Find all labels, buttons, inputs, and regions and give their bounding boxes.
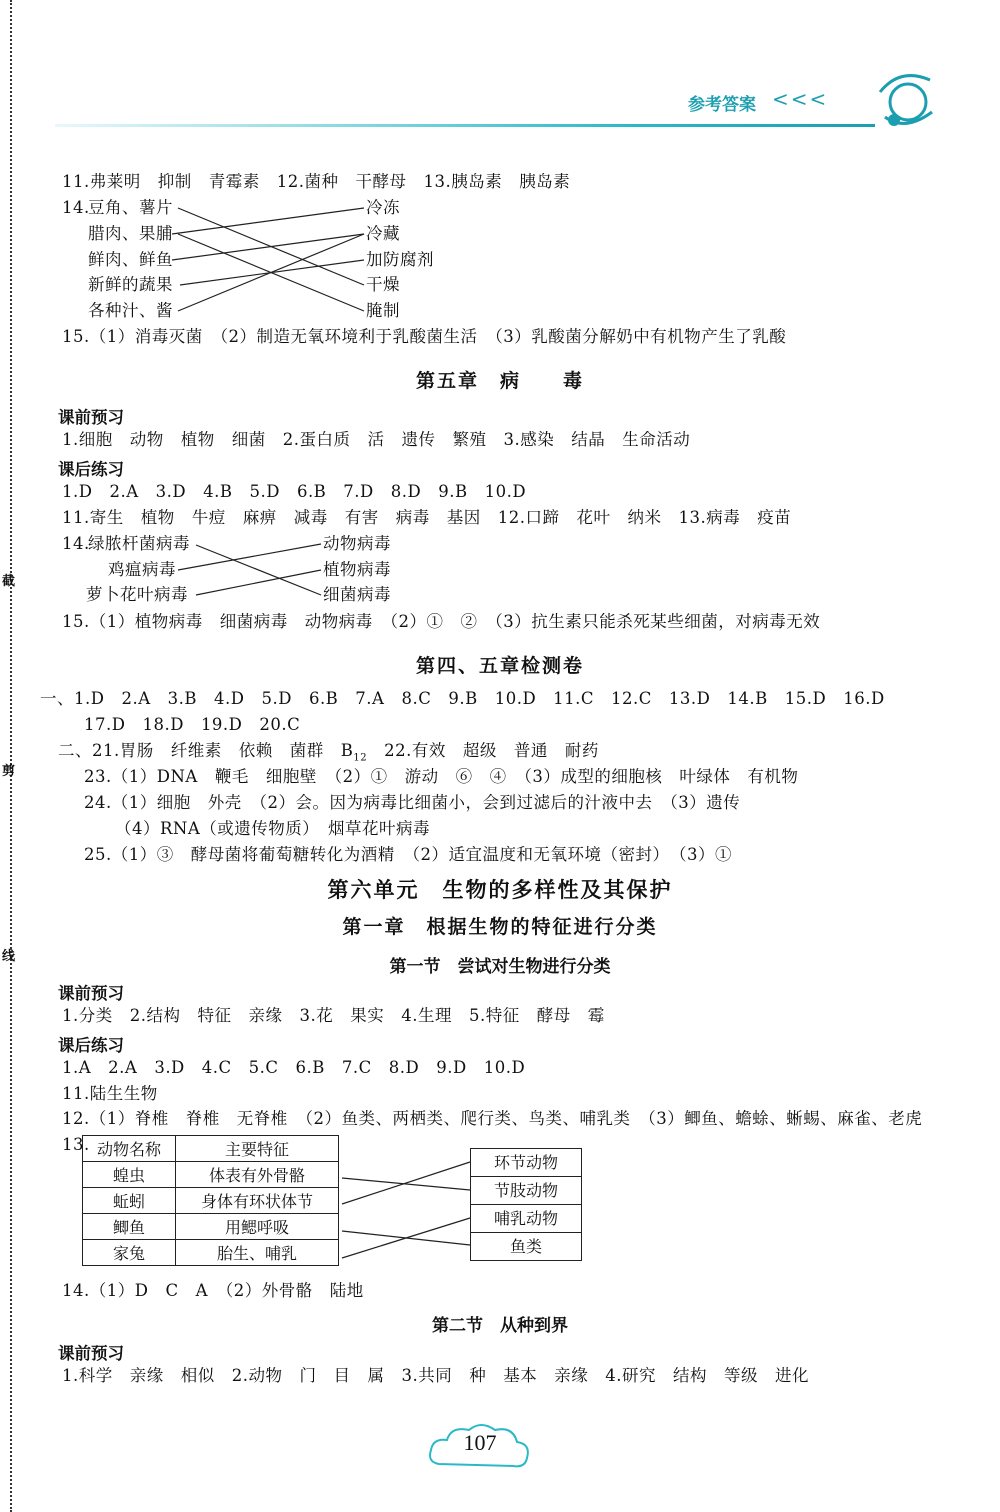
u6-preview-answers: 1.分类 2.结构 特征 亲缘 3.花 果实 4.生理 5.特征 酵母 霉: [62, 1006, 605, 1025]
margin-mark-line: 线: [2, 949, 16, 964]
header-arrows: <<<: [772, 87, 829, 111]
section-practice: 课后练习: [58, 460, 124, 479]
test-answer-23: 23.（1）DNA 鞭毛 细胞壁 （2）① 游动 ⑥ ④ （3）成型的细胞核 叶绿体 有机物: [84, 767, 799, 786]
match-left-item: 鸡瘟病毒: [108, 560, 176, 579]
match-left-item: 萝卜花叶病毒: [86, 585, 188, 604]
unit-6-chapter-1-title: 第一章 根据生物的特征进行分类: [342, 916, 658, 938]
section-preview: 课前预习: [58, 1344, 124, 1363]
u6-answer-11: 11.陆生生物: [62, 1084, 158, 1103]
match-left-item: 新鲜的蔬果: [88, 275, 173, 294]
category-item: 环节动物: [471, 1149, 581, 1177]
match-right-item: 干燥: [366, 275, 400, 294]
page-number: 107: [463, 1430, 497, 1455]
answer-15: 15.（1）消毒灭菌 （2）制造无氧环境利于乳酸菌生活 （3）乳酸菌分解奶中有机物产生了乳酸: [62, 327, 787, 346]
match-left-item: 绿脓杆菌病毒: [88, 534, 190, 553]
table-row: 家兔 胎生、哺乳: [83, 1240, 339, 1266]
chapter-5-title: 第五章 病 毒: [415, 370, 584, 392]
match-left-item: 各种汁、酱: [88, 301, 173, 320]
c5-practice-answers: 1.D 2.A 3.D 4.B 5.D 6.B 7.D 8.D 9.B 10.D: [62, 482, 527, 501]
match-prefix: 14.: [62, 198, 90, 217]
s2-preview-answers: 1.科学 亲缘 相似 2.动物 门 目 属 3.共同 种 基本 亲缘 4.研究 结构 等级 进化: [62, 1366, 809, 1385]
match-right-item: 加防腐剂: [366, 250, 434, 269]
margin-mark-cut: 截: [2, 574, 16, 589]
table-row: 蝗虫 体表有外骨骼: [83, 1162, 339, 1188]
test-answer-24: 24.（1）细胞 外壳 （2）会。因为病毒比细菌小，会到过滤后的汁液中去 （3）遗传: [84, 793, 741, 812]
match-right-item: 动物病毒: [323, 534, 391, 553]
test-part-1: 一、1.D 2.A 3.B 4.D 5.D 6.B 7.A 8.C 9.B 10.D 11.C 12.C 13.D 14.B 15.D 16.D: [40, 689, 885, 708]
margin-mark-trim: 剪: [2, 764, 16, 779]
header-label: 参考答案: [688, 95, 756, 115]
match-left-item: 腊肉、果脯: [88, 224, 173, 243]
section-1-title: 第一节 尝试对生物进行分类: [389, 957, 611, 977]
u6-practice-answers: 1.A 2.A 3.D 4.C 5.C 6.B 7.C 8.D 9.D 10.D: [62, 1058, 526, 1077]
u6-answer-12: 12.（1）脊椎 脊椎 无脊椎 （2）鱼类、两栖类、爬行类、鸟类、哺乳类 （3）鲫鱼、蟾蜍、蜥蜴、麻雀、老虎: [62, 1109, 923, 1128]
match-left-item: 鲜肉、鲜鱼: [88, 250, 173, 269]
match-right-item: 细菌病毒: [323, 585, 391, 604]
c5-practice-answers-11: 11.寄生 植物 牛痘 麻痹 减毒 有害 病毒 基因 12.口蹄 花叶 纳米 13.病毒 疫苗: [62, 508, 792, 527]
category-item: 节肢动物: [471, 1177, 581, 1205]
table-header: 主要特征: [176, 1136, 339, 1162]
test-title: 第四、五章检测卷: [415, 655, 584, 677]
u6-answer-13-label: 13.: [62, 1135, 90, 1154]
section-preview: 课前预习: [58, 984, 124, 1003]
unit-6-title: 第六单元 生物的多样性及其保护: [327, 877, 673, 902]
test-answer-21: 二、21.胃肠 纤维素 依赖 菌群 $B_{12}$ 22.有效 超级 普通 耐药: [58, 741, 599, 764]
category-item: 哺乳动物: [471, 1205, 581, 1233]
match-right-item: 冷藏: [366, 224, 400, 243]
section-practice: 课后练习: [58, 1036, 124, 1055]
test-answer-24-cont: （4）RNA（或遗传物质） 烟草花叶病毒: [115, 819, 431, 838]
match-right-item: 冷冻: [366, 198, 400, 217]
table-row: 蚯蚓 身体有环状体节: [83, 1188, 339, 1214]
c5-answer-15: 15.（1）植物病毒 细菌病毒 动物病毒 （2）① ② （3）抗生素只能杀死某些细菌，对病毒无效: [62, 612, 821, 631]
match-right-item: 腌制: [366, 301, 400, 320]
answer-11: 11.弗莱明 抑制 青霉素 12.菌种 干酵母 13.胰岛素 胰岛素: [62, 172, 571, 191]
match-prefix: 14.: [62, 534, 90, 553]
c5-preview-answers: 1.细胞 动物 植物 细菌 2.蛋白质 活 遗传 繁殖 3.感染 结晶 生命活动: [62, 430, 691, 449]
test-part-1-cont: 17.D 18.D 19.D 20.C: [84, 715, 301, 734]
category-item: 鱼类: [509, 1237, 542, 1256]
test-answer-25: 25.（1）③ 酵母菌将葡萄糖转化为酒精 （2）适宜温度和无氧环境（密封） （3）①: [84, 845, 732, 864]
table-row: 鲫鱼 用鳃呼吸: [83, 1214, 339, 1240]
match-left-item: 豆角、薯片: [88, 198, 173, 217]
table-header: 动物名称: [83, 1136, 176, 1162]
section-preview: 课前预习: [58, 408, 124, 427]
u6-answer-14: 14.（1）D C A （2）外骨骼 陆地: [62, 1281, 364, 1300]
section-2-title: 第二节 从种到界: [432, 1316, 568, 1336]
match-right-item: 植物病毒: [323, 560, 391, 579]
